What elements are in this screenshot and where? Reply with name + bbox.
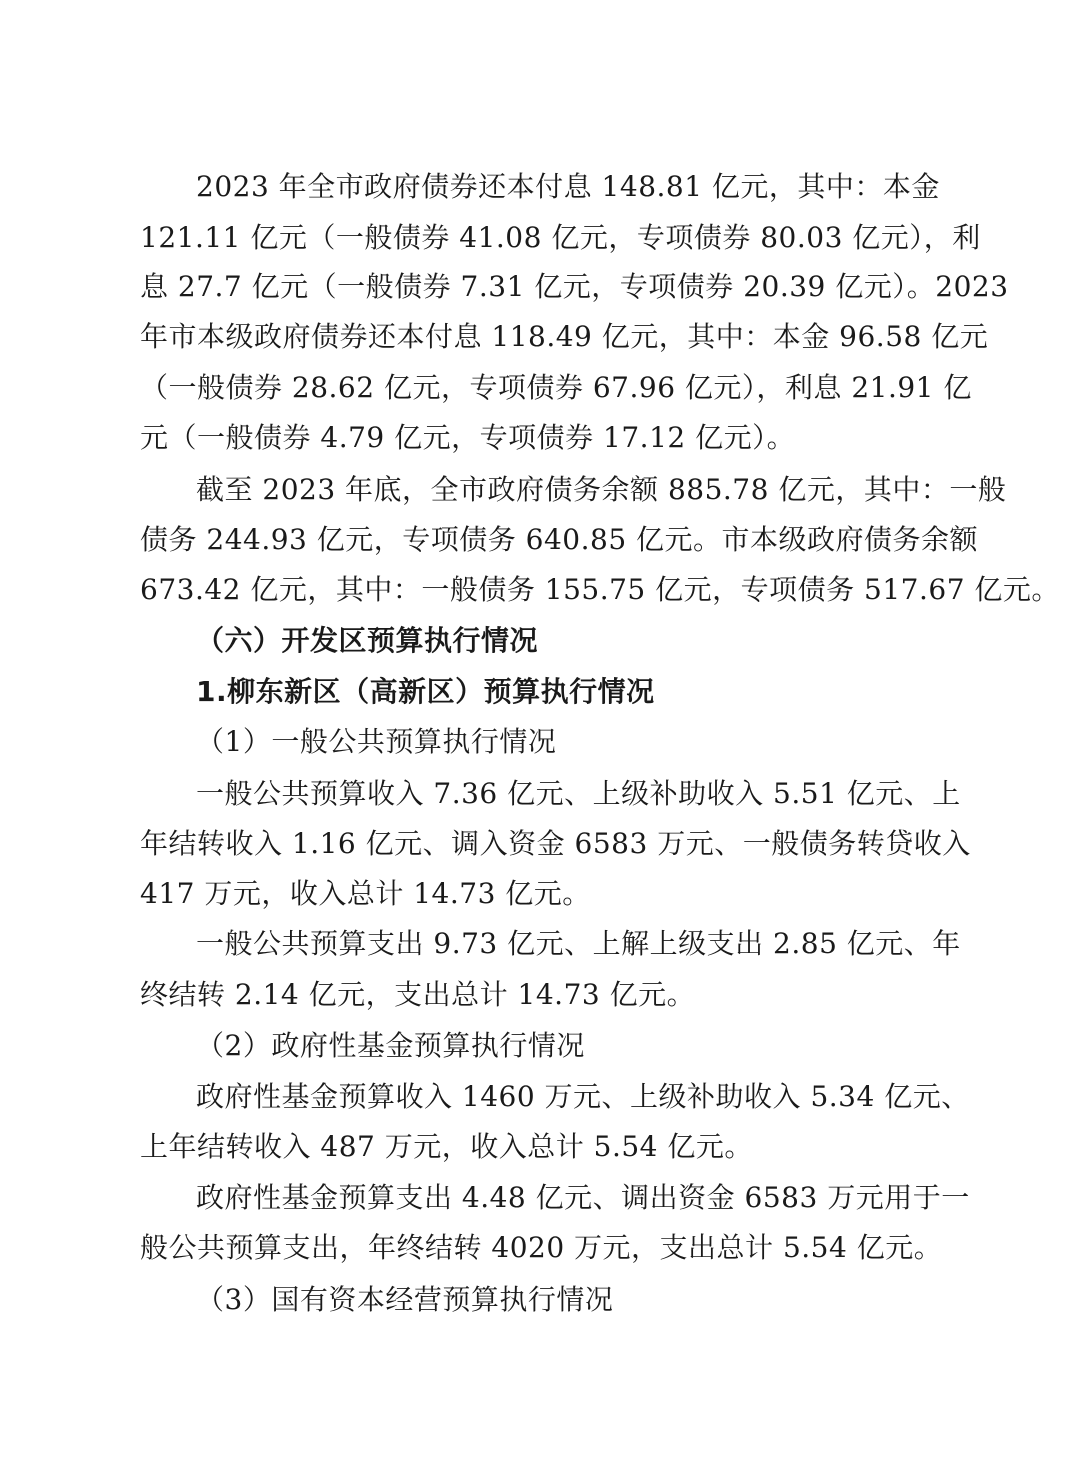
paragraph-line: 673.42 亿元，其中：一般债务 155.75 亿元，专项债务 517.67 亿元。 xyxy=(140,573,1060,606)
paragraph-line: 2023 年全市政府债券还本付息 148.81 亿元，其中：本金 xyxy=(196,170,940,203)
paragraph-line: 一般公共预算支出 9.73 亿元、上解上级支出 2.85 亿元、年 xyxy=(196,927,961,960)
paragraph-line: 截至 2023 年底，全市政府债务余额 885.78 亿元，其中：一般 xyxy=(196,473,1007,506)
paragraph-line: 121.11 亿元（一般债券 41.08 亿元，专项债券 80.03 亿元），利 xyxy=(140,221,981,254)
paragraph-line: 一般公共预算收入 7.36 亿元、上级补助收入 5.51 亿元、上 xyxy=(196,777,961,810)
paragraph-line: 债务 244.93 亿元，专项债务 640.85 亿元。市本级政府债务余额 xyxy=(140,523,979,556)
paragraph-line: 上年结转收入 487 万元，收入总计 5.54 亿元。 xyxy=(140,1130,753,1163)
sub-heading: （2）政府性基金预算执行情况 xyxy=(196,1029,585,1062)
paragraph-line: 417 万元，收入总计 14.73 亿元。 xyxy=(140,877,591,910)
paragraph-line: 年市本级政府债券还本付息 118.49 亿元，其中：本金 96.58 亿元 xyxy=(140,320,989,353)
paragraph-line: 般公共预算支出，年终结转 4020 万元，支出总计 5.54 亿元。 xyxy=(140,1231,943,1264)
sub-heading: （1）一般公共预算执行情况 xyxy=(196,725,557,758)
paragraph-line: （一般债券 28.62 亿元，专项债券 67.96 亿元），利息 21.91 亿 xyxy=(140,371,972,404)
sub-heading: （3）国有资本经营预算执行情况 xyxy=(196,1283,614,1316)
paragraph-line: 政府性基金预算支出 4.48 亿元、调出资金 6583 万元用于一 xyxy=(196,1181,970,1214)
paragraph-line: 息 27.7 亿元（一般债券 7.31 亿元，专项债券 20.39 亿元）。2023 xyxy=(140,270,1009,303)
paragraph-line: 元（一般债券 4.79 亿元，专项债券 17.12 亿元）。 xyxy=(140,421,796,454)
subsection-heading: 1.柳东新区（高新区）预算执行情况 xyxy=(196,675,655,708)
paragraph-line: 政府性基金预算收入 1460 万元、上级补助收入 5.34 亿元、 xyxy=(196,1080,970,1113)
section-heading: （六）开发区预算执行情况 xyxy=(196,624,539,657)
paragraph-line: 终结转 2.14 亿元，支出总计 14.73 亿元。 xyxy=(140,978,696,1011)
paragraph-line: 年结转收入 1.16 亿元、调入资金 6583 万元、一般债务转贷收入 xyxy=(140,827,971,860)
